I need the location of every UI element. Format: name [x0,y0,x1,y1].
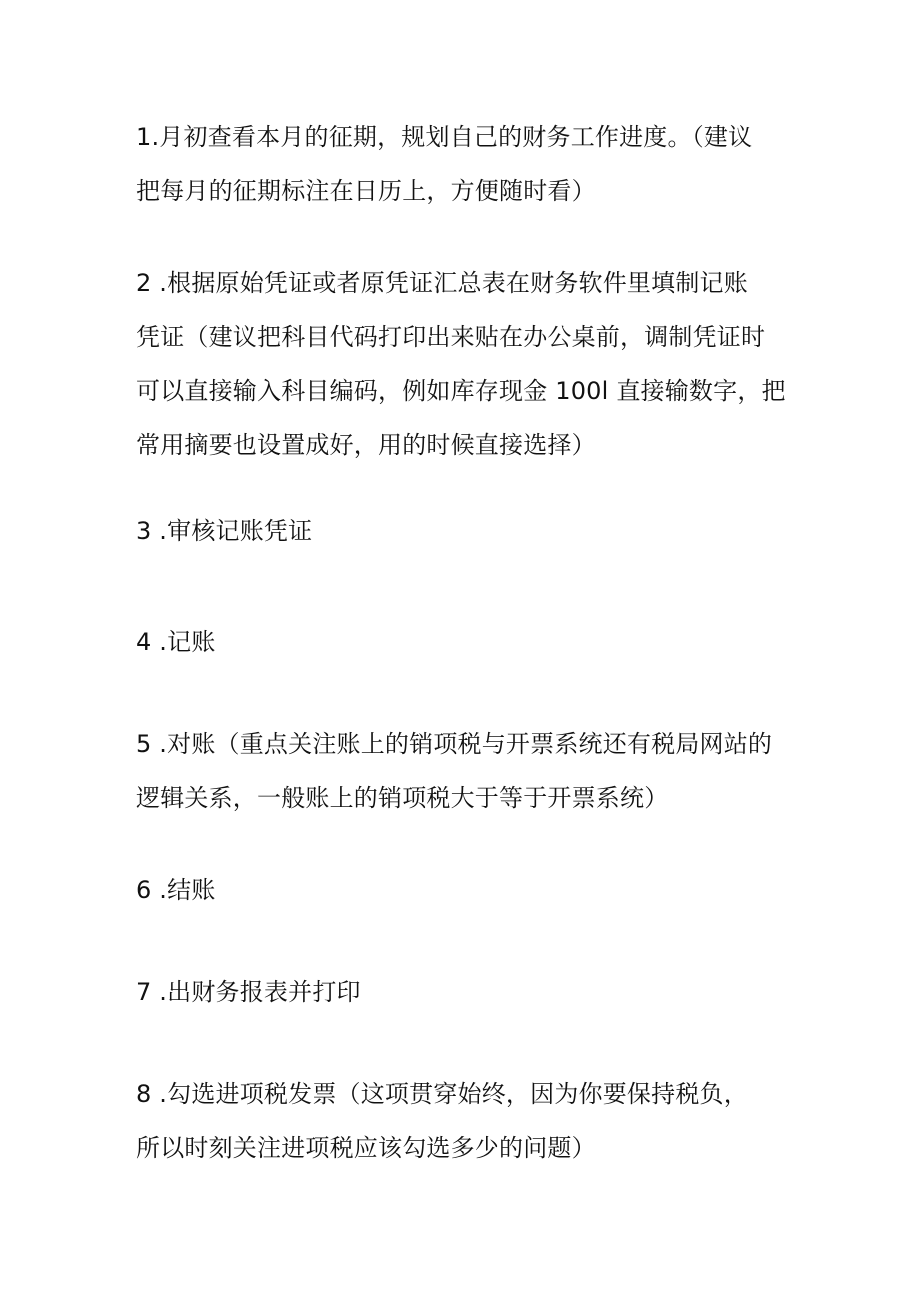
list-item [136,615,796,669]
text-line: 8 .勾选进项税发票（这项贯穿始终，因为你要保持税负， [136,1080,748,1108]
text-line: 4 .记账 [136,628,216,656]
text-line: 把每月的征期标注在日历上，方便随时看） [136,177,596,205]
text-line: 5 .对账（重点关注账上的销项税与开票系统还有税局网站的 [136,730,773,758]
text-line: 2 .根据原始凭证或者原凭证汇总表在财务软件里填制记账 [136,269,748,297]
text-line: 可以直接输入科目编码，例如库存现金 100l 直接输数字，把 [136,377,786,405]
list-item [136,965,796,1019]
text-line: 1.月初查看本月的征期，规划自己的财务工作进度。（建议 [136,123,753,151]
list-item [136,110,796,218]
text-line: 凭证（建议把科目代码打印出来贴在办公桌前，调制凭证时 [136,323,766,351]
text-line: 7 .出财务报表并打印 [136,978,361,1006]
text-line: 逻辑关系，一般账上的销项税大于等于开票系统） [136,784,669,812]
text-line: 6 .结账 [136,876,216,904]
text-line: 3 .审核记账凭证 [136,517,313,545]
text-line: 常用摘要也设置成好，用的时候直接选择） [136,431,596,459]
list-item [136,717,796,825]
list-item [136,504,796,558]
list-item [136,256,796,472]
text-line: 所以时刻关注进项税应该勾选多少的问题） [136,1134,596,1162]
list-item [136,863,796,917]
list-item [136,1067,796,1175]
